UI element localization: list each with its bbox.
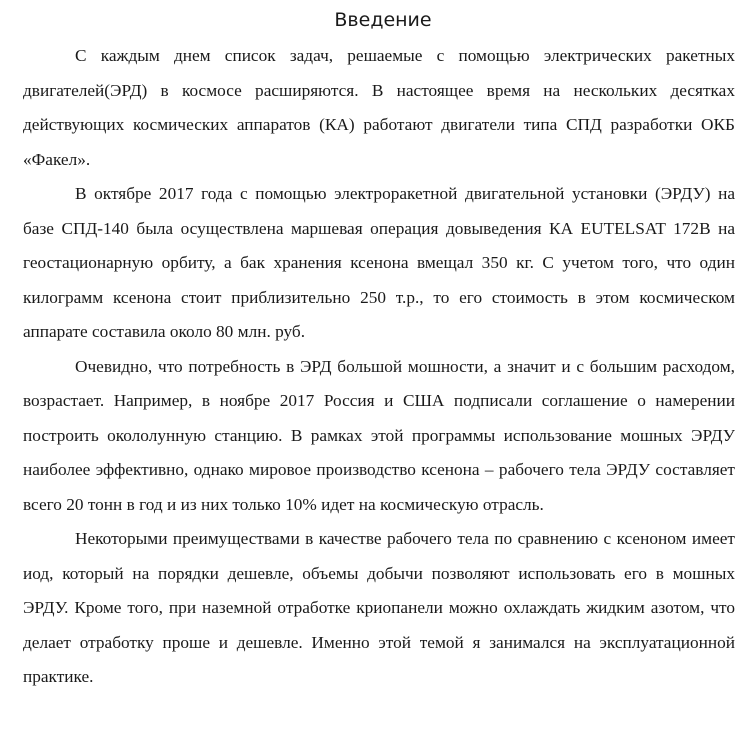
paragraph-3: Очевидно, что потребность в ЭРД большой мошности, а значит и с большим расходом, возрастает. Например, в ноябре 2017 Россия и США подписали соглашение о намерении построить окололунную станцию. В рамках этой программы использование мошных ЭРДУ наиболее эффективно, однако мировое производство ксенона – рабочего тела ЭРДУ составляет всего 20 тонн в год и из них только 10% идет на космическую отрасль.	[23, 356, 735, 514]
section-title: Введение	[334, 9, 432, 31]
paragraph-4: Некоторыми преимуществами в качестве рабочего тела по сравнению с ксеноном имеет иод, который на порядки дешевле, объемы добычи позволяют использовать его в мошных ЭРДУ. Кроме того, при наземной отработке криопанели можно охлаждать жидким азотом, что делает отработку проше и дешевле. Именно этой темой я занимался на эксплуатационной практике.	[23, 529, 735, 686]
paragraph-2: В октябре 2017 года с помощью электроракетной двигательной установки (ЭРДУ) на базе СПД-140 была осуществлена маршевая операция довыведения КА EUTELSAT 172B на геостационарную орбиту, а бак хранения ксенона вмещал 350 кг. С учетом того, что один килограмм ксенона стоит приблизительно 250 т.р., то его стоимость в этом космическом аппарате составила около 80 млн. руб.	[23, 184, 735, 341]
paragraph-1: С каждым днем список задач, решаемые с помощью электрических ракетных двигателей(ЭРД) в космосе расширяются. В настоящее время на нескольких десятках действующих космических аппаратов (КА) работают двигатели типа СПД разработки ОКБ «Факел».	[23, 46, 735, 169]
document-page	[23, 6, 735, 695]
